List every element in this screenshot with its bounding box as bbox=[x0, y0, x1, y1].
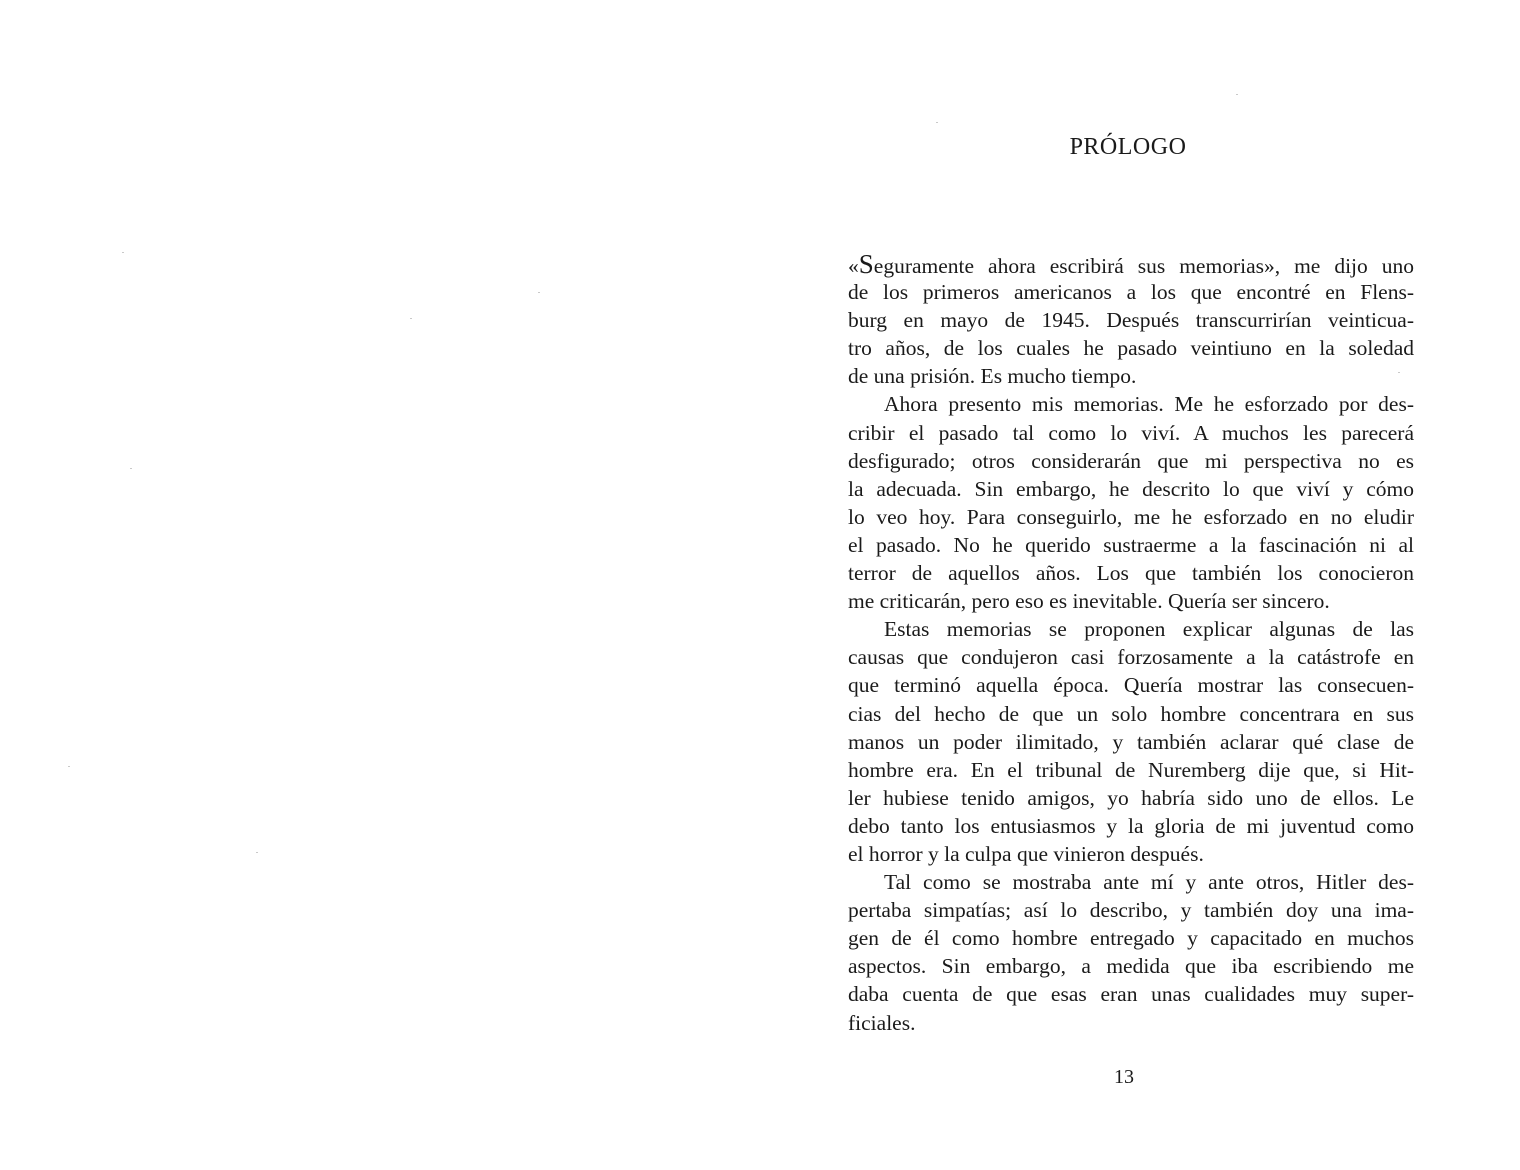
prologue-body bbox=[848, 250, 1414, 1037]
paper-speck bbox=[1236, 94, 1238, 95]
text-line: ler hubiese tenido amigos, yo habría sido uno de ellos. Le bbox=[848, 785, 1414, 810]
text-line: desfigurado; otros considerarán que mi perspectiva no es bbox=[848, 448, 1414, 473]
text-line: el horror y la culpa que vinieron después. bbox=[848, 841, 1204, 866]
text-line: lo veo hoy. Para conseguirlo, me he esforzado en no eludir bbox=[848, 504, 1414, 529]
text-line: cias del hecho de que un solo hombre concentrara en sus bbox=[848, 701, 1414, 726]
text-line: pertaba simpatías; así lo describo, y también doy una ima- bbox=[848, 898, 1414, 923]
text-line: me criticarán, pero eso es inevitable. Quería ser sincero. bbox=[848, 589, 1330, 614]
right-page bbox=[760, 0, 1520, 1170]
paragraph-start-line: Estas memorias se proponen explicar algunas de las bbox=[884, 617, 1414, 642]
drop-letter: S bbox=[858, 249, 874, 279]
text-line: debo tanto los entusiasmos y la gloria de mi juventud como bbox=[848, 813, 1414, 838]
text-line: hombre era. En el tribunal de Nuremberg dije que, si Hit- bbox=[848, 757, 1414, 782]
text-line-1: «Seguramente ahora escribirá sus memorias», me dijo uno bbox=[848, 249, 1414, 279]
text-line: cribir el pasado tal como lo viví. A muchos les parecerá bbox=[848, 420, 1414, 445]
text-line: el pasado. No he querido sustraerme a la fascinación ni al bbox=[848, 532, 1414, 557]
text-line: de los primeros americanos a los que encontré en Flens- bbox=[848, 280, 1414, 305]
paper-speck bbox=[936, 122, 938, 123]
paper-speck bbox=[410, 318, 412, 319]
text-line: tro años, de los cuales he pasado veintiuno en la soledad bbox=[848, 336, 1414, 361]
text-line: manos un poder ilimitado, y también aclarar qué clase de bbox=[848, 729, 1414, 754]
page-title: PRÓLOGO bbox=[1069, 134, 1187, 160]
page-number: 13 bbox=[1114, 1066, 1134, 1088]
text-line: de una prisión. Es mucho tiempo. bbox=[848, 364, 1137, 389]
opening-quote: « bbox=[848, 254, 859, 278]
text-line: la adecuada. Sin embargo, he descrito lo que viví y cómo bbox=[848, 476, 1414, 501]
text-line: terror de aquellos años. Los que también los conocieron bbox=[848, 561, 1414, 586]
paper-speck bbox=[68, 766, 70, 767]
paragraph-start-line: Ahora presento mis memorias. Me he esforzado por des- bbox=[884, 392, 1414, 417]
text-line: daba cuenta de que esas eran unas cualidades muy super- bbox=[848, 982, 1414, 1007]
text-line: causas que condujeron casi forzosamente a la catástrofe en bbox=[848, 645, 1414, 670]
text-line: gen de él como hombre entregado y capacitado en muchos bbox=[848, 926, 1414, 951]
paper-speck bbox=[122, 252, 124, 253]
text-line: que terminó aquella época. Quería mostrar las consecuen- bbox=[848, 673, 1414, 698]
paragraph-start-line: Tal como se mostraba ante mí y ante otros, Hitler des- bbox=[884, 870, 1414, 895]
text-line: aspectos. Sin embargo, a medida que iba escribiendo me bbox=[848, 954, 1414, 979]
text-line: burg en mayo de 1945. Después transcurrirían veinticua- bbox=[848, 308, 1414, 333]
paper-speck bbox=[256, 852, 258, 853]
text-line: ficiales. bbox=[848, 1010, 916, 1035]
paper-speck bbox=[538, 292, 540, 293]
paper-speck bbox=[130, 468, 132, 469]
